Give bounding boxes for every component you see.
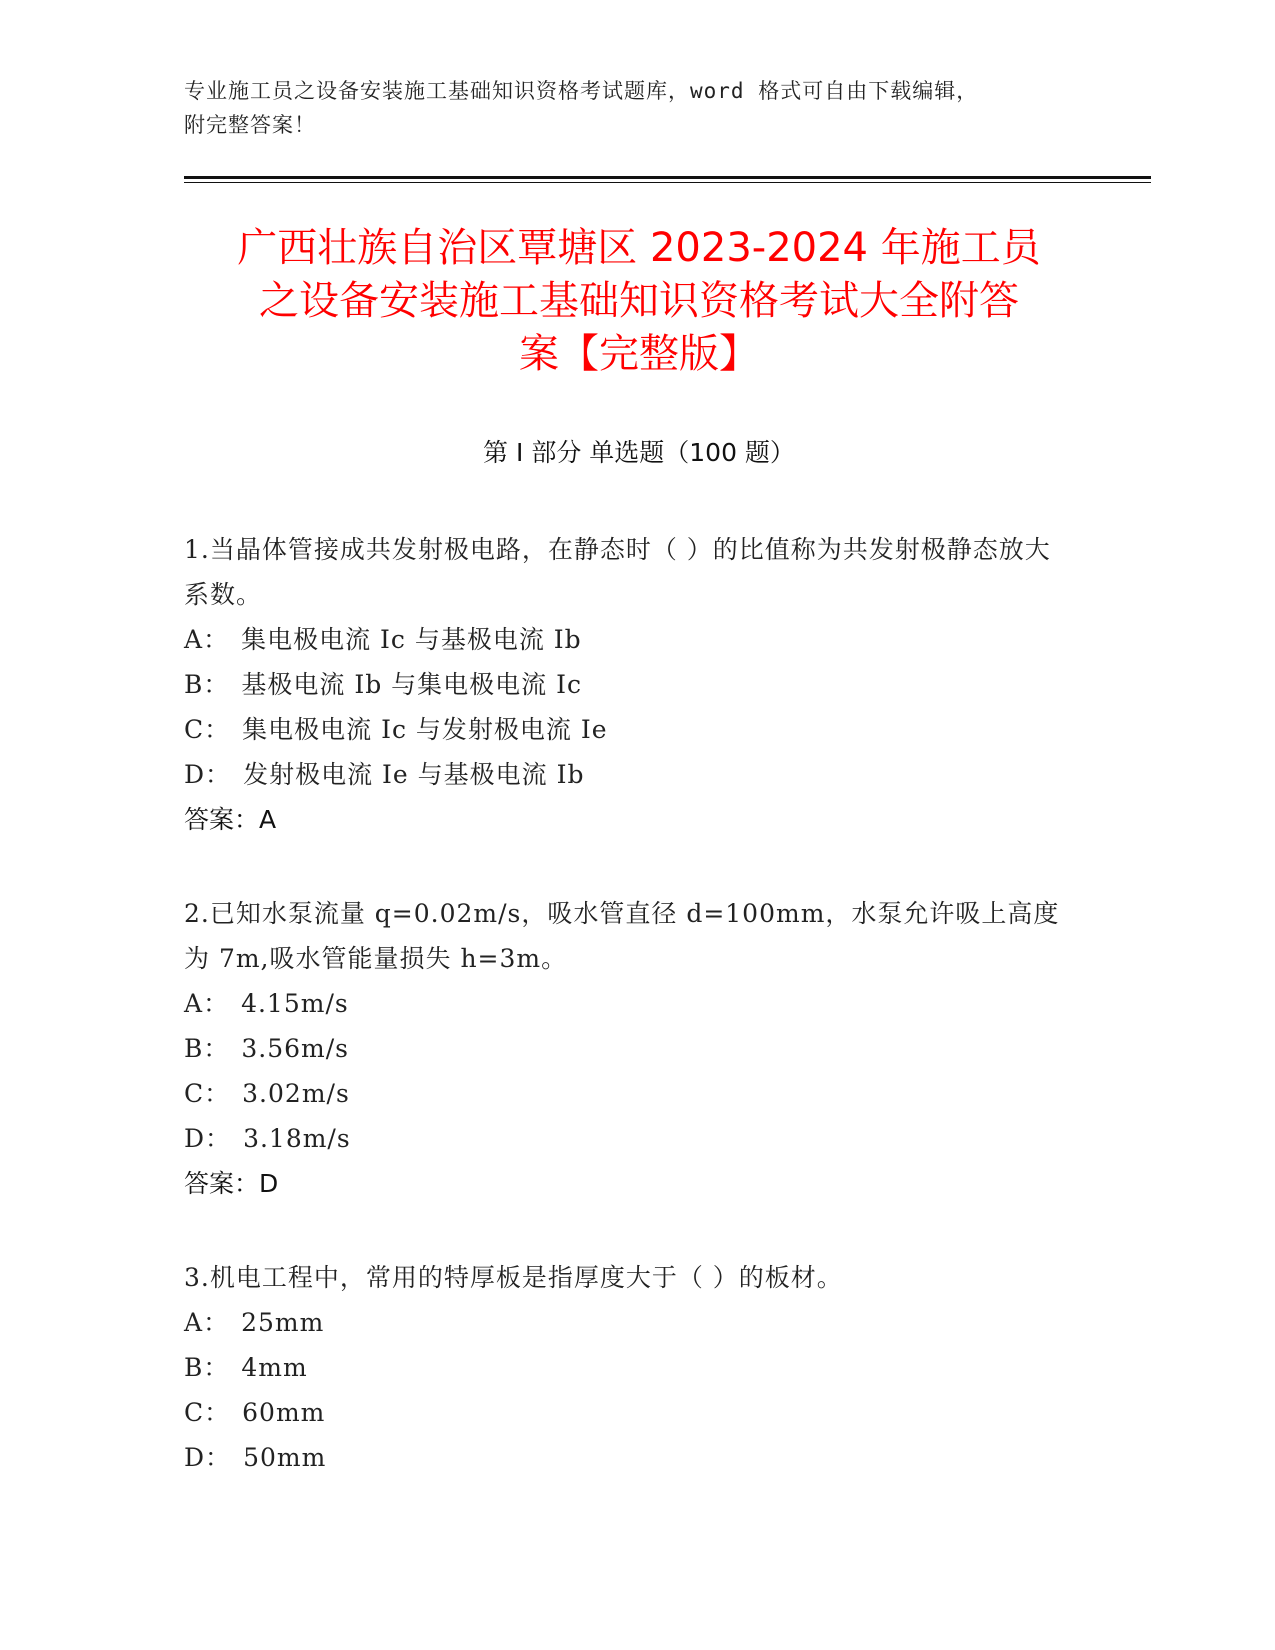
option-text: 25mm	[241, 1308, 325, 1337]
option-b	[184, 1345, 1064, 1390]
option-separator: ：	[204, 715, 231, 744]
question-list	[184, 527, 1064, 1529]
option-separator: ：	[203, 1353, 230, 1382]
question-3	[184, 1255, 1064, 1480]
header-note-line-1: 专业施工员之设备安装施工基础知识资格考试题库，word 格式可自由下载编辑，	[184, 79, 979, 103]
option-c	[184, 707, 1064, 752]
answer-line: 答案：D	[184, 1169, 279, 1198]
option-separator: ：	[204, 1079, 231, 1108]
option-letter: D	[184, 1443, 206, 1472]
question-stem: 3.机电工程中，常用的特厚板是指厚度大于（ ）的板材。	[184, 1263, 843, 1292]
option-text: 3.56m/s	[241, 1034, 350, 1063]
option-a	[184, 981, 1064, 1026]
document-title-line-1: 广西壮族自治区覃塘区 2023-2024 年施工员	[237, 225, 1041, 271]
option-separator: ：	[205, 760, 232, 789]
option-text: 50mm	[243, 1443, 327, 1472]
option-text: 4.15m/s	[241, 989, 349, 1018]
document-title	[184, 222, 1094, 381]
option-letter: A	[184, 1308, 204, 1337]
option-separator: ：	[203, 625, 230, 654]
answer-line: 答案：A	[184, 805, 277, 834]
header-divider-thin	[184, 182, 1151, 183]
option-separator: ：	[205, 1124, 232, 1153]
option-text: 发射极电流 Ie 与基极电流 Ib	[243, 760, 585, 789]
option-d	[184, 1116, 1064, 1161]
header-note	[184, 74, 1084, 142]
header-divider-thick	[184, 176, 1151, 179]
question-2	[184, 891, 1064, 1206]
option-separator: ：	[203, 670, 230, 699]
option-c	[184, 1071, 1064, 1116]
option-text: 3.18m/s	[243, 1124, 351, 1153]
option-separator: ：	[203, 1308, 230, 1337]
header-note-line-2: 附完整答案！	[184, 113, 316, 137]
option-b	[184, 1026, 1064, 1071]
option-letter: D	[184, 760, 206, 789]
question-stem: 1.当晶体管接成共发射极电路，在静态时（ ）的比值称为共发射极静态放大系数。	[184, 535, 1051, 609]
option-text: 集电极电流 Ic 与基极电流 Ib	[241, 625, 582, 654]
option-a	[184, 1300, 1064, 1345]
option-text: 基极电流 Ib 与集电极电流 Ic	[241, 670, 582, 699]
question-stem: 2.已知水泵流量 q=0.02m/s，吸水管直径 d=100mm，水泵允许吸上高度为 7m,吸水管能量损失 h=3m。	[184, 899, 1060, 973]
option-text: 60mm	[242, 1398, 326, 1427]
option-letter: C	[184, 715, 205, 744]
option-text: 4mm	[241, 1353, 308, 1382]
option-b	[184, 662, 1064, 707]
question-1	[184, 527, 1064, 842]
option-letter: C	[184, 1398, 205, 1427]
option-text: 3.02m/s	[242, 1079, 350, 1108]
option-letter: A	[184, 989, 204, 1018]
option-separator: ：	[203, 1034, 230, 1063]
option-d	[184, 1435, 1064, 1480]
option-text: 集电极电流 Ic 与发射极电流 Ie	[242, 715, 608, 744]
document-title-line-2: 之设备安装施工基础知识资格考试大全附答	[259, 278, 1019, 324]
option-letter: A	[184, 625, 204, 654]
option-a	[184, 617, 1064, 662]
option-letter: B	[184, 1353, 204, 1382]
section-heading: 第 I 部分 单选题（100 题）	[483, 438, 795, 467]
document-title-line-3: 案【完整版】	[519, 331, 759, 377]
option-letter: C	[184, 1079, 205, 1108]
option-letter: B	[184, 670, 204, 699]
option-letter: D	[184, 1124, 206, 1153]
option-c	[184, 1390, 1064, 1435]
option-separator: ：	[204, 1398, 231, 1427]
option-d	[184, 752, 1064, 797]
option-letter: B	[184, 1034, 204, 1063]
option-separator: ：	[203, 989, 230, 1018]
option-separator: ：	[205, 1443, 232, 1472]
